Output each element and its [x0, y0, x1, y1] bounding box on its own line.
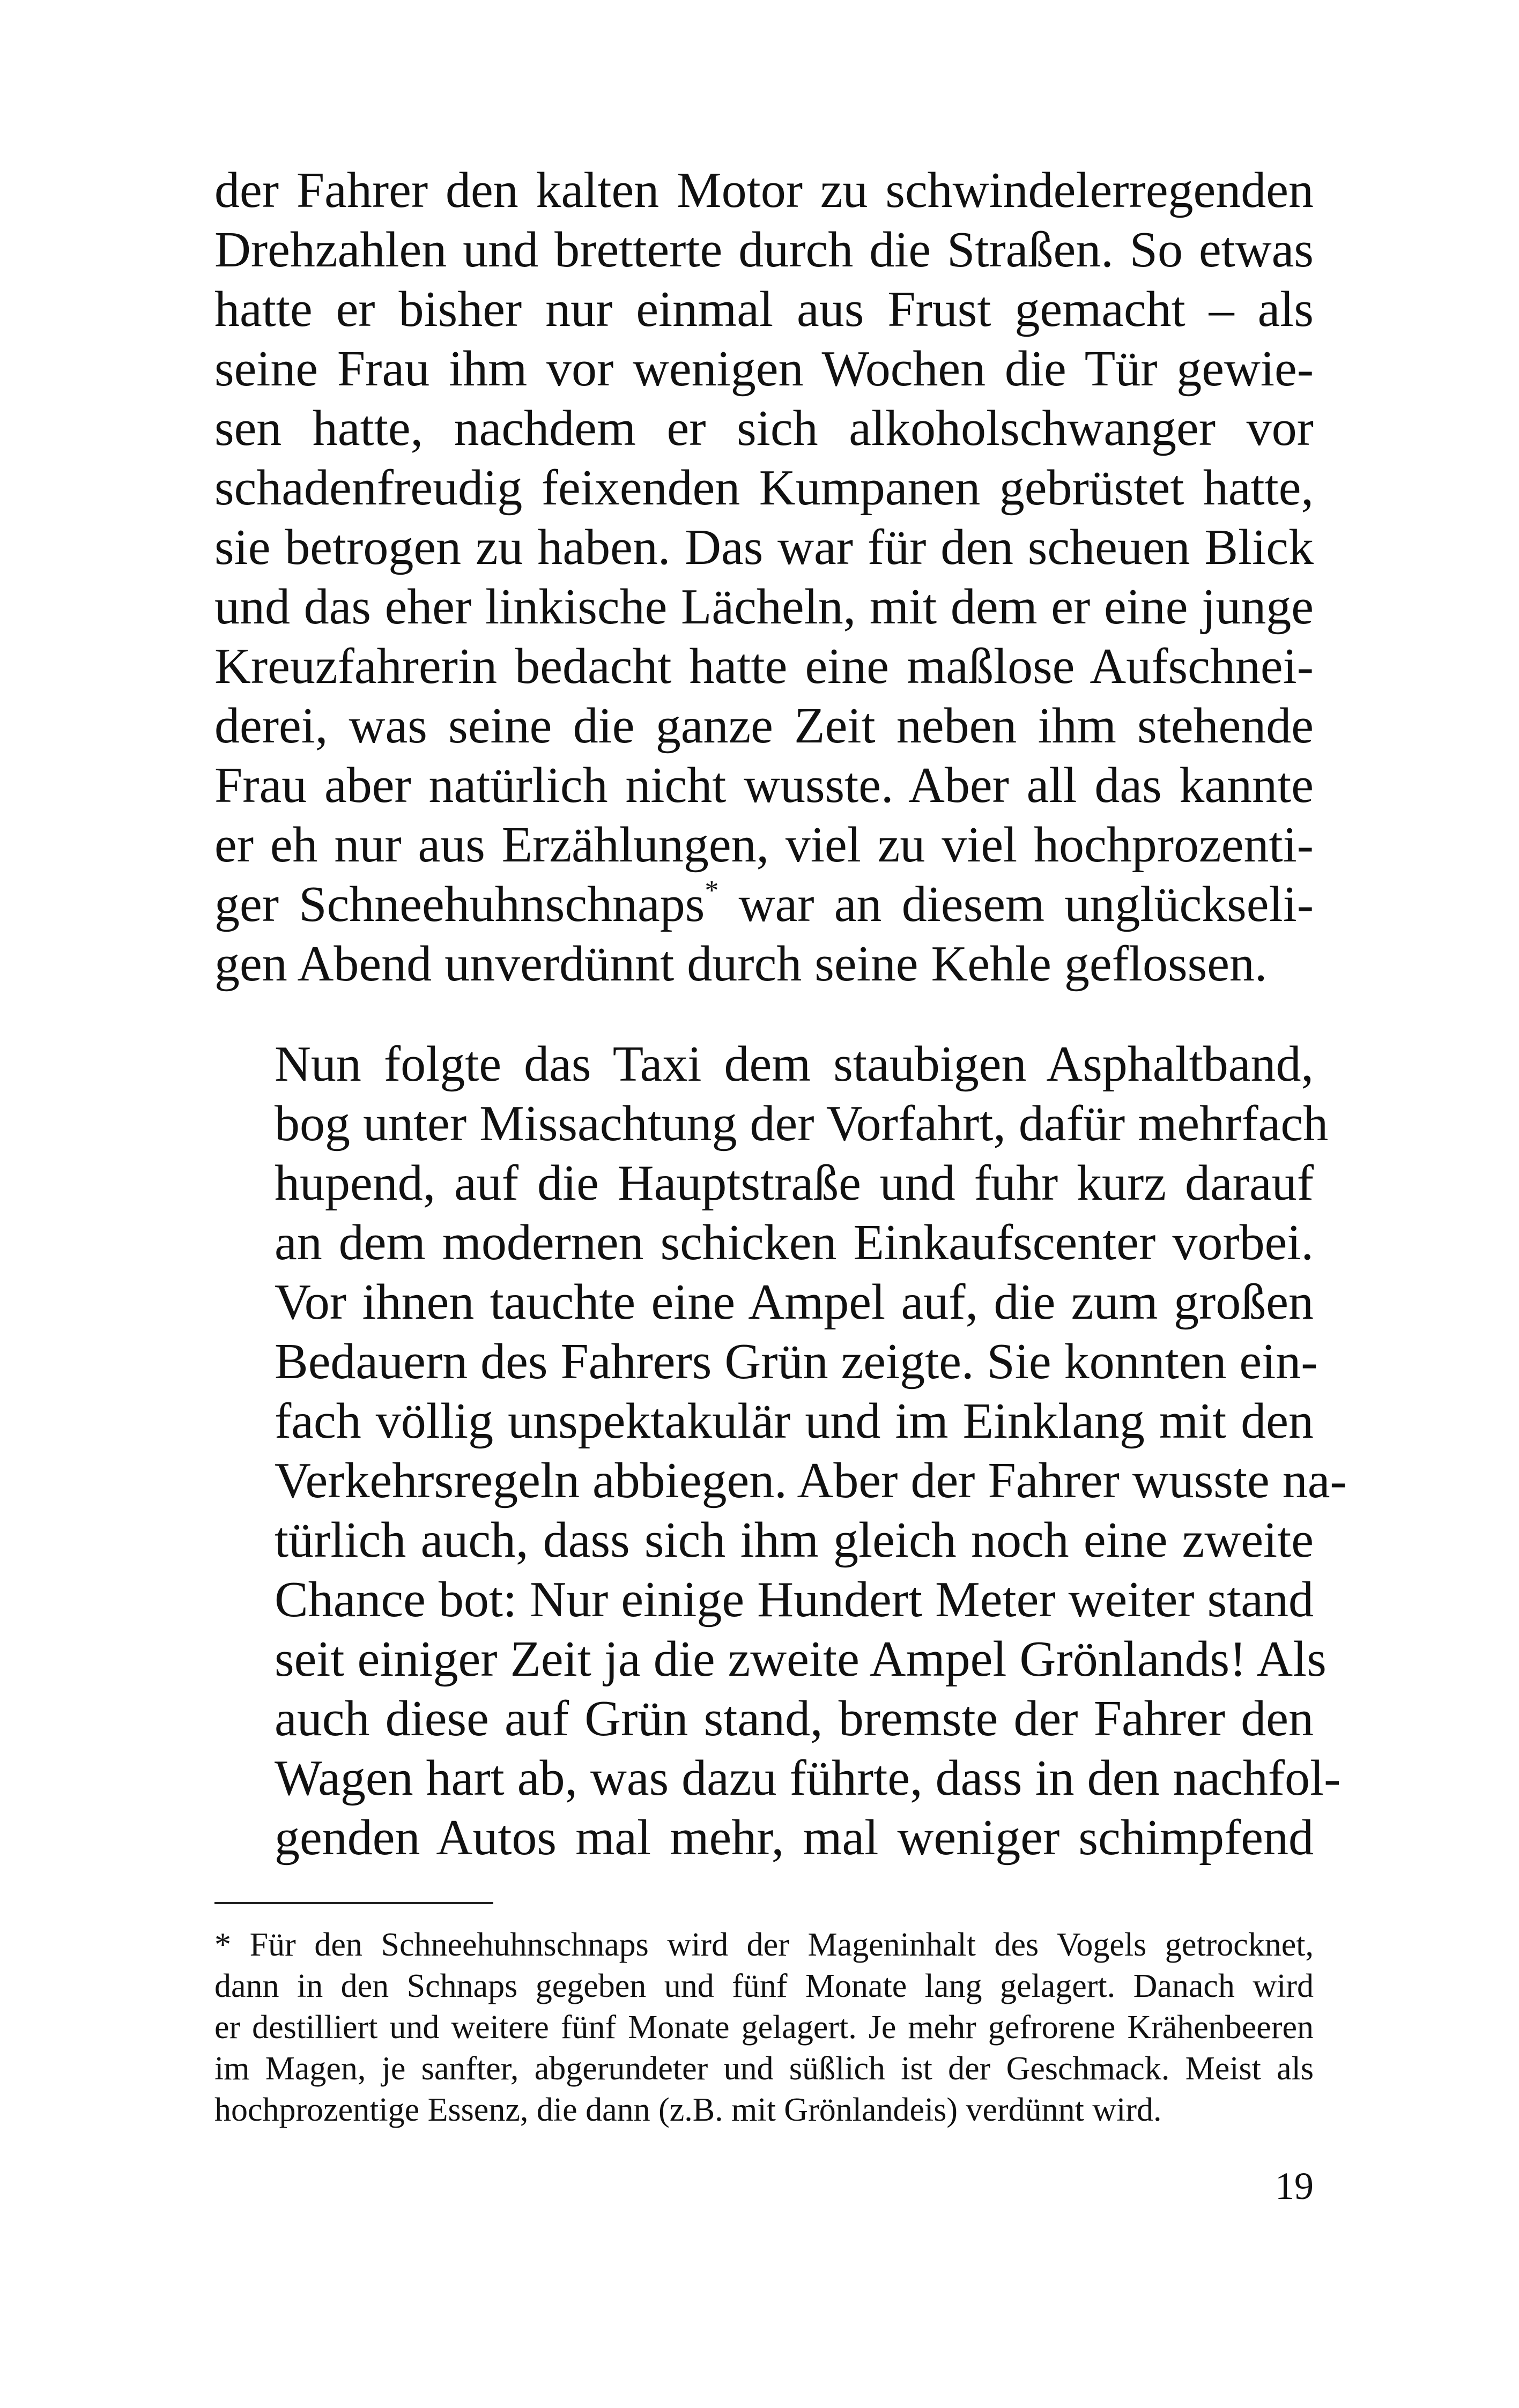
text-line: Verkehrsregeln abbiegen. Aber der Fahrer wusste na-	[275, 1453, 1347, 1508]
text-line-first-indented: Nun folgte das Taxi dem staubigen Asphaltband,	[275, 1036, 1314, 1092]
footnote-marker: *	[705, 875, 719, 906]
page-number: 19	[1275, 2165, 1314, 2208]
text-segment: ger Schneehuhnschnaps	[214, 876, 705, 932]
text-line: genden Autos mal mehr, mal weniger schimpfend	[275, 1810, 1314, 1866]
footnote-divider	[214, 1902, 493, 1904]
text-line: auch diese auf Grün stand, bremste der Fahrer den	[275, 1691, 1314, 1746]
text-line: sen hatte, nachdem er sich alkoholschwanger vor	[214, 400, 1314, 456]
text-line: sie betrogen zu haben. Das war für den scheuen Blick	[214, 519, 1314, 575]
text-line: seine Frau ihm vor wenigen Wochen die Tür gewie-	[214, 341, 1314, 397]
text-line: Chance bot: Nur einige Hundert Meter weiter stand	[275, 1572, 1314, 1627]
text-line: er eh nur aus Erzählungen, viel zu viel hochprozenti-	[214, 817, 1314, 873]
footnote-line: dann in den Schnaps gegeben und fünf Monate lang gelagert. Danach wird	[214, 1968, 1314, 2004]
footnote	[214, 1924, 1314, 2131]
text-line: gen Abend unverdünnt durch seine Kehle geflossen.	[214, 936, 1268, 992]
text-line: Wagen hart ab, was dazu führte, dass in den nachfol-	[275, 1750, 1341, 1806]
footnote-line: hochprozentige Essenz, die dann (z.B. mit Grönlandeis) verdünnt wird.	[214, 2092, 1162, 2128]
text-line: hatte er bisher nur einmal aus Frust gemacht – als	[214, 281, 1314, 337]
text-line: an dem modernen schicken Einkaufscenter vorbei.	[275, 1215, 1314, 1270]
footnote-line: er destilliert und weitere fünf Monate gelagert. Je mehr gefrorene Krähenbeeren	[214, 2009, 1314, 2046]
text-segment: war an diesem unglückseli-	[718, 876, 1314, 932]
text-line: hupend, auf die Hauptstraße und fuhr kurz darauf	[275, 1155, 1314, 1211]
text-line: Frau aber natürlich nicht wusste. Aber all das kannte	[214, 757, 1314, 813]
text-line: bog unter Missachtung der Vorfahrt, dafür mehrfach	[275, 1096, 1329, 1151]
text-line: der Fahrer den kalten Motor zu schwindelerregenden	[214, 162, 1314, 218]
footnote-line: im Magen, je sanfter, abgerundeter und süßlich ist der Geschmack. Meist als	[214, 2050, 1314, 2087]
text-line: und das eher linkische Lächeln, mit dem er eine junge	[214, 579, 1314, 635]
footnote-line: * Für den Schneehuhnschnaps wird der Mageninhalt des Vogels getrocknet,	[214, 1927, 1314, 1963]
paragraph-1	[214, 161, 1314, 994]
paragraph-2	[214, 1035, 1347, 1868]
text-line-with-footnote-ref	[214, 875, 1314, 934]
text-line: seit einiger Zeit ja die zweite Ampel Grönlands! Als	[275, 1631, 1327, 1687]
text-line: Bedauern des Fahrers Grün zeigte. Sie konnten ein-	[275, 1334, 1318, 1389]
text-line: fach völlig unspektakulär und im Einklang mit den	[275, 1393, 1314, 1449]
text-line: schadenfreudig feixenden Kumpanen gebrüstet hatte,	[214, 460, 1314, 516]
text-line: Vor ihnen tauchte eine Ampel auf, die zum großen	[275, 1274, 1314, 1330]
text-line: Drehzahlen und bretterte durch die Straßen. So etwas	[214, 222, 1314, 278]
text-line: türlich auch, dass sich ihm gleich noch eine zweite	[275, 1512, 1314, 1568]
text-line: Kreuzfahrerin bedacht hatte eine maßlose Aufschnei-	[214, 638, 1314, 694]
text-line: derei, was seine die ganze Zeit neben ihm stehende	[214, 698, 1314, 754]
